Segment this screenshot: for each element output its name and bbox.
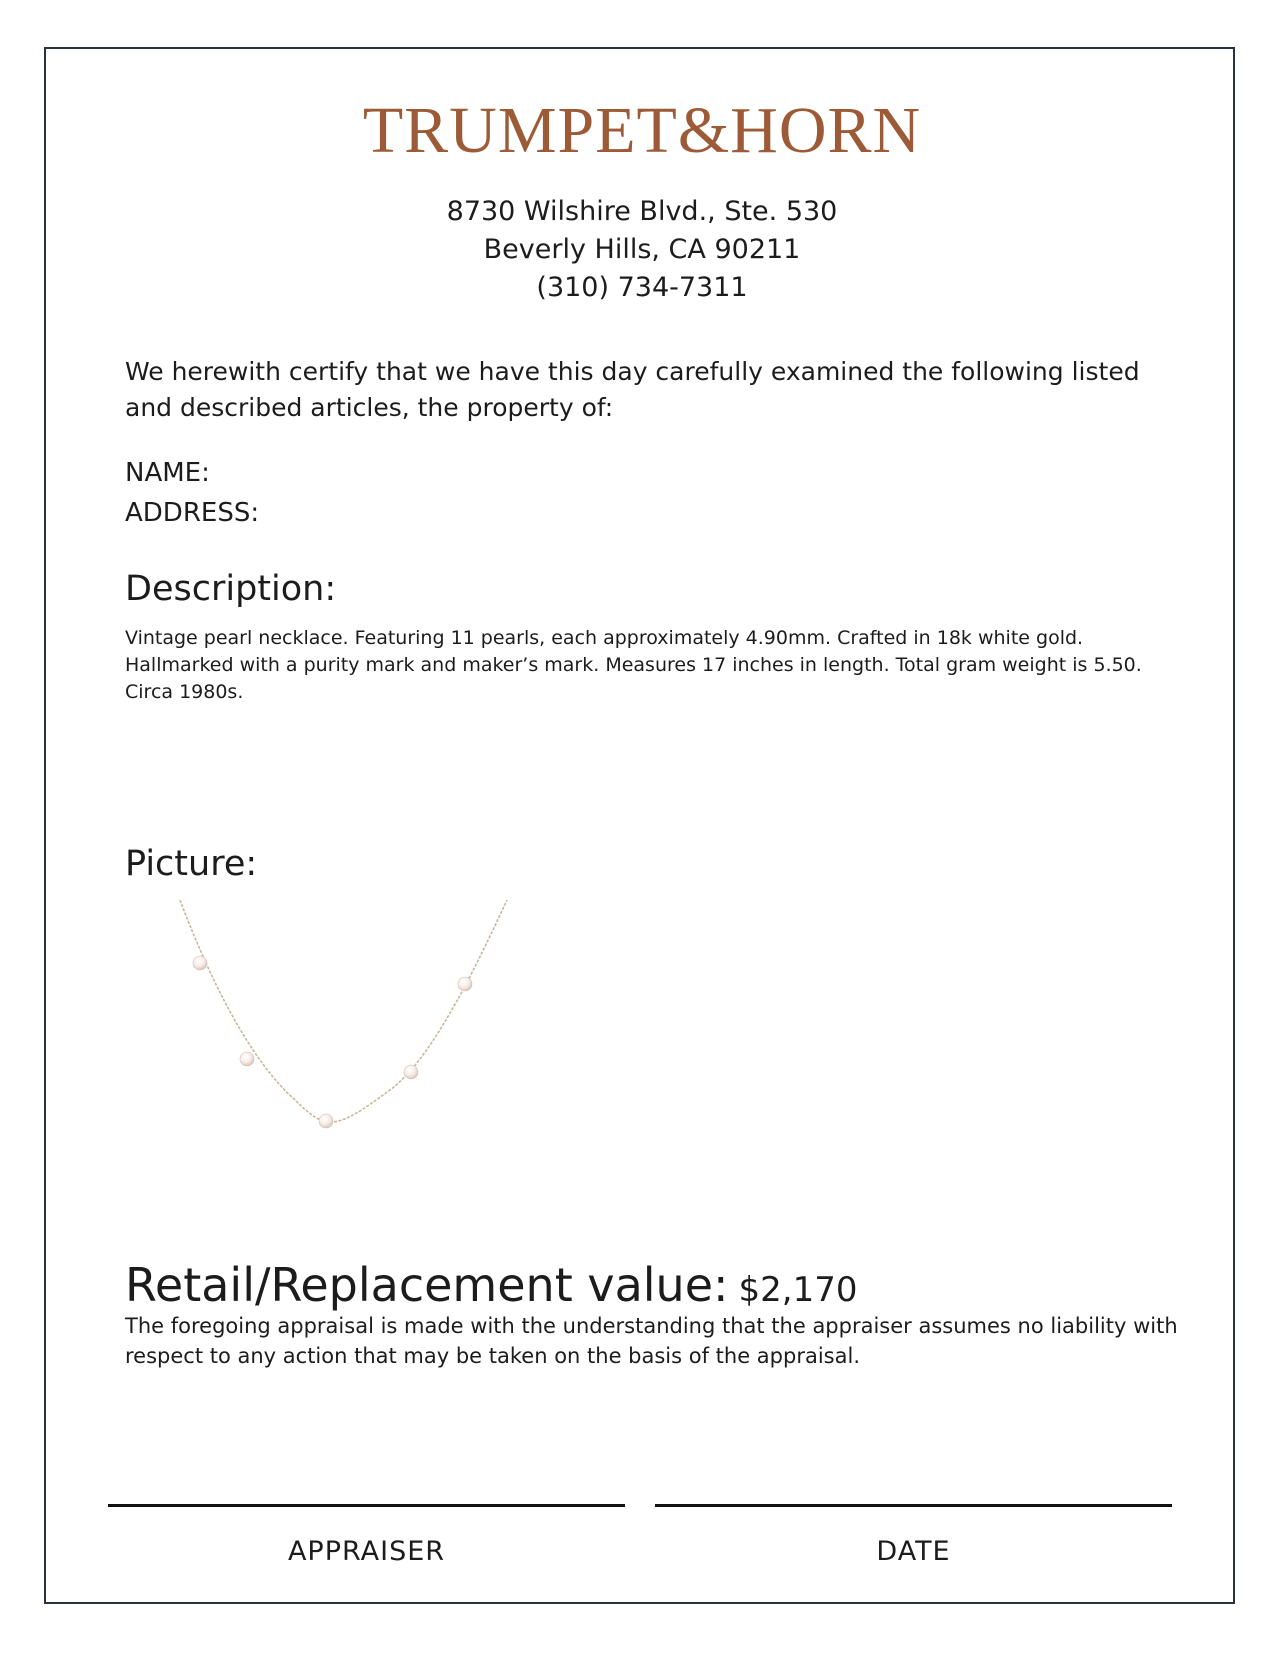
pearl-necklace-image (170, 900, 520, 1150)
disclaimer-text: The foregoing appraisal is made with the understanding that the appraiser assumes no liability with respect to any action that may be taken on the basis of the appraisal. (125, 1314, 1178, 1368)
description-text: Vintage pearl necklace. Featuring 11 pearls, each approximately 4.90mm. Crafted in 18k white gold. Hallmarked with a purity mark and maker’s mark. Measures 17 inches in length. Total gram weight is 5.50. Circa 1980s. (125, 627, 1142, 703)
pearl (240, 1052, 254, 1066)
appraiser-label: APPRAISER (287, 1536, 446, 1567)
necklace-chain (180, 900, 507, 1122)
valuation-amount: $2,170 (738, 1270, 858, 1310)
certification-statement: We herewith certify that we have this day carefully examined the following listed and described articles, the property of: (125, 357, 1140, 422)
pearl (319, 1114, 333, 1128)
valuation-label: Retail/Replacement value: (125, 1258, 729, 1312)
date-label: DATE (876, 1536, 951, 1567)
brand-logo: TRUMPET&HORN (362, 94, 922, 167)
appraiser-signature-line (108, 1504, 625, 1507)
pearl (458, 977, 472, 991)
address-line-1: 8730 Wilshire Blvd., Ste. 530 (446, 196, 838, 227)
picture-heading: Picture: (125, 844, 258, 884)
date-signature-line (655, 1504, 1172, 1507)
owner-address-label: ADDRESS: (125, 498, 260, 528)
pearl (193, 956, 207, 970)
address-line-2: Beverly Hills, CA 90211 (483, 234, 801, 265)
owner-name-label: NAME: (125, 458, 210, 488)
pearl (404, 1065, 418, 1079)
phone-number: (310) 734-7311 (536, 272, 748, 303)
valuation-line (125, 1258, 858, 1312)
description-heading: Description: (125, 569, 337, 609)
